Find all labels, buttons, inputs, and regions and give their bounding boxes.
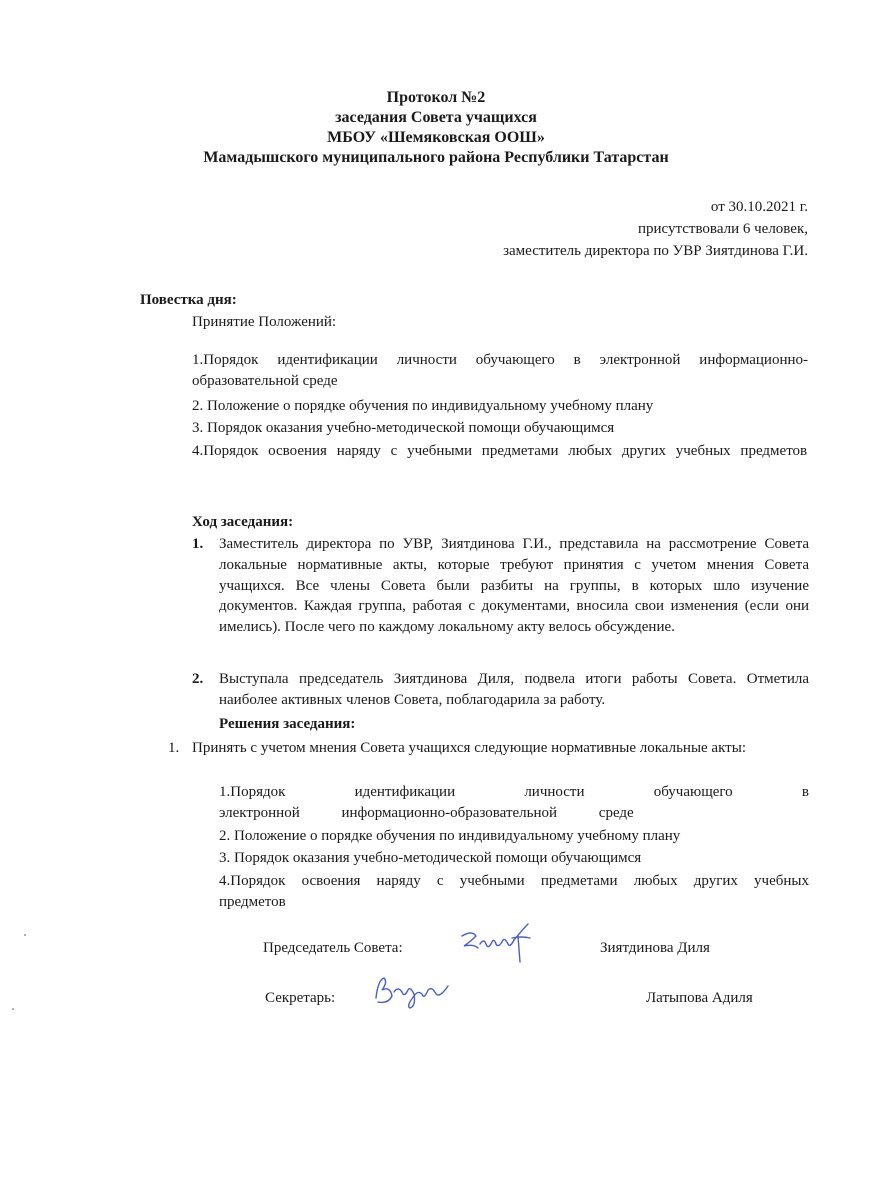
agenda-item-3: 3. Порядок оказания учебно-методической помощи обучающимся: [192, 420, 615, 436]
proceedings-item-2-number: 2.: [192, 671, 204, 687]
chair-name: Зиятдинова Диля: [600, 940, 710, 956]
agenda-item-1: 1.Порядок идентификации личности обучающего в электронной информационно-образовательной среде: [192, 352, 808, 389]
decision-act-3: 3. Порядок оказания учебно-методической помощи обучающимся: [219, 850, 642, 866]
secretary-name: Латыпова Адиля: [646, 990, 753, 1006]
agenda-intro: Принятие Положений:: [192, 314, 337, 330]
proceedings-item-1-number: 1.: [192, 536, 204, 552]
title-line-3: МБОУ «Шемяковская ООШ»: [327, 129, 545, 146]
decision-act-4: 4.Порядок освоения наряду с учебными предметами любых других учебных предметов: [219, 873, 809, 910]
decision-intro: Принять с учетом мнения Совета учащихся следующие нормативные локальные акты:: [192, 740, 746, 756]
agenda-item-4: 4.Порядок освоения наряду с учебными предметами любых других учебных предметов: [192, 443, 808, 459]
scan-speck: [12, 1008, 14, 1010]
title-line-1: Протокол №2: [386, 89, 486, 106]
proceedings-item-2-text: Выступала председатель Зиятдинова Диля, подвела итоги работы Совета. Отметила наиболее активных членов Совета, поблагодарила за работу.: [219, 671, 809, 708]
agenda-heading: Повестка дня:: [140, 292, 237, 308]
meeting-date: от 30.10.2021 г.: [710, 199, 808, 215]
chair-signature-graphic: [458, 922, 538, 966]
proceedings-heading: Ход заседания:: [192, 514, 294, 530]
proceedings-item-1-text: Заместитель директора по УВР, Зиятдинова Г.И., представила на рассмотрение Совета локальные нормативные акты, которые требуют принятия с учетом мнения Совета учащихся. Все члены Совета были разбиты на группы, в которых шло изучение документов. Каждая группа, работая с документами, вносила свои изменения (если они имелись). После чего по каждому локальному акту велось обсуждение.: [219, 536, 809, 636]
secretary-signature-graphic: [370, 972, 456, 1012]
scan-speck: [24, 934, 26, 936]
secretary-signature: [370, 972, 456, 1017]
secretary-label: Секретарь:: [265, 990, 336, 1006]
title-line-2: заседания Совета учащихся: [335, 109, 537, 126]
decisions-heading: Решения заседания:: [219, 716, 356, 732]
chair-label: Председатель Совета:: [263, 940, 403, 956]
agenda-item-2: 2. Положение о порядке обучения по индивидуальному учебному плану: [192, 398, 654, 414]
decision-act-2: 2. Положение о порядке обучения по индивидуальному учебному плану: [219, 828, 681, 844]
deputy-director: заместитель директора по УВР Зиятдинова Г.И.: [503, 243, 808, 259]
decision-act-1: 1.Порядок идентификации личности обучающего в электронной информационно-образовательной среде: [219, 784, 809, 821]
title-line-4: Мамадышского муниципального района Республики Татарстан: [203, 149, 669, 166]
decision-item-number: 1.: [168, 740, 180, 756]
attendance: присутствовали 6 человек,: [637, 221, 808, 237]
chair-signature: [458, 922, 538, 971]
